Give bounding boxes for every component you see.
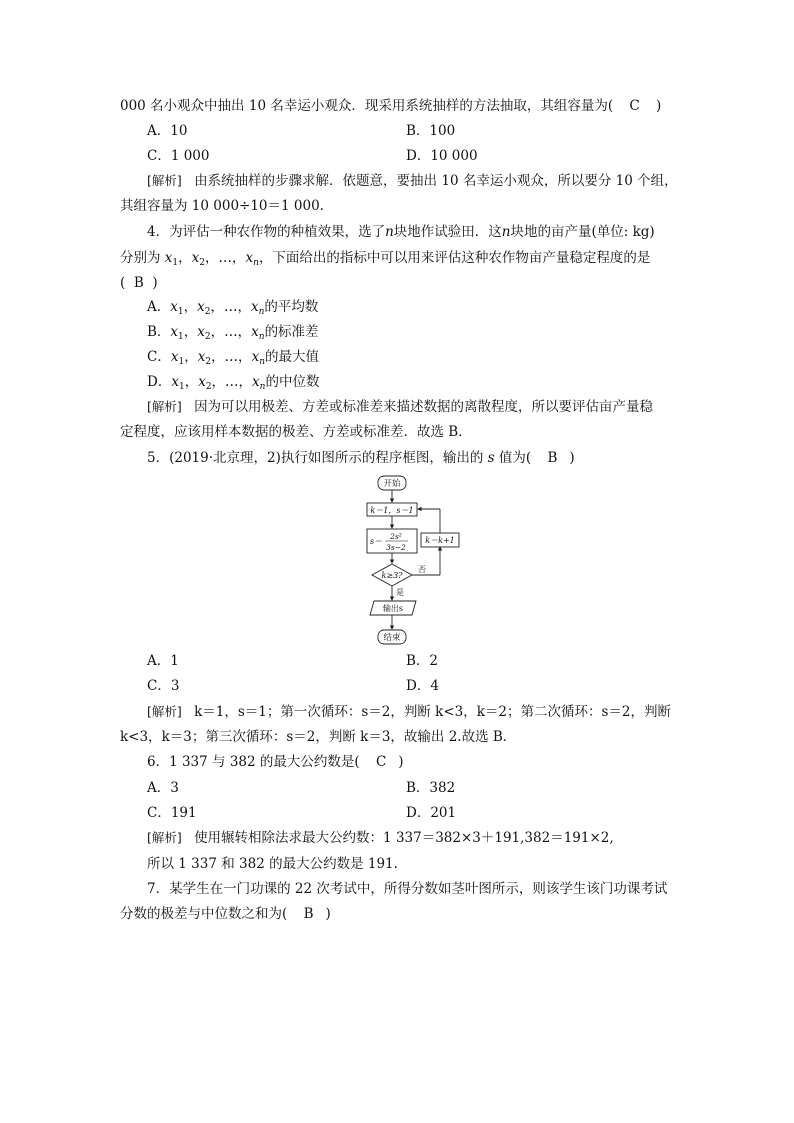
flow-yes-label: 是 xyxy=(396,588,404,597)
q3-option-b: B．100 xyxy=(406,123,456,139)
q3-option-c: C．1 000 xyxy=(147,148,210,164)
solution-tag: [解析] xyxy=(147,399,182,414)
q4-option-d: D．$x_1$，$x_2$，…，$x_n$的中位数 xyxy=(147,374,320,392)
q6-option-b: B．382 xyxy=(406,780,456,796)
q3-stem: 000 名小观众中抽出 10 名幸运小观众．现采用系统抽样的方法抽取，其组容量为( C ) xyxy=(120,98,662,114)
flowchart xyxy=(360,474,460,646)
solution-tag: [解析] xyxy=(147,704,182,719)
q3-answer: C xyxy=(629,98,640,114)
q5-solution-line2: k<3，k＝3；第三次循环：s＝2，判断 k＝3，故输出 2.故选 B． xyxy=(120,729,517,745)
q4-stem-line1: 4．为评估一种农作物的种植效果，选了n块地作试验田．这n块地的亩产量(单位: kg) xyxy=(147,224,655,240)
q7-stem-line2: 分数的极差与中位数之和为( B ) xyxy=(120,906,331,922)
q3-solution-line2: 其组容量为 10 000÷10＝1 000. xyxy=(120,198,324,214)
q4-solution-line2: 定程度，应该用样本数据的极差、方差或标准差．故选 B． xyxy=(120,424,472,440)
q4-stem-line2: 分别为 $x_1$，$x_2$，…，$x_n$，下面给出的指标中可以用来评估这种农作物亩产量稳定程度的是 xyxy=(120,250,651,268)
q6-solution-line2: 所以 1 337 和 382 的最大公约数是 191. xyxy=(147,856,398,872)
q7-stem-line1: 7．某学生在一门功课的 22 次考试中，所得分数如茎叶图所示，则该学生该门功课考试 xyxy=(147,881,668,897)
q6-stem: 6．1 337 与 382 的最大公约数是( C ) xyxy=(147,754,404,770)
q3-option-d: D．10 000 xyxy=(406,148,478,164)
flow-no-label: 否 xyxy=(418,565,426,574)
q5-solution-line1: [解析] k＝1，s＝1；第一次循环：s＝2，判断 k<3，k＝2；第二次循环：s＝2，判断 xyxy=(147,704,672,720)
flow-init-label: k＝1，s＝1 xyxy=(370,506,414,515)
q4-option-c: C．$x_1$，$x_2$，…，$x_n$的最大值 xyxy=(147,349,319,367)
q5-option-a: A．1 xyxy=(147,653,179,669)
flow-assign-numerator: 2s² xyxy=(390,532,402,541)
q6-option-d: D．201 xyxy=(406,805,457,821)
flow-start-label: 开始 xyxy=(383,479,401,489)
q6-option-a: A．3 xyxy=(147,780,179,796)
q5-option-b: B．2 xyxy=(406,653,439,669)
q5-stem: 5．(2019·北京理，2)执行如图所示的程序框图，输出的 s 值为( B ) xyxy=(147,450,575,466)
q5-option-c: C．3 xyxy=(147,678,180,694)
q4-option-a: A．$x_1$，$x_2$，…，$x_n$的平均数 xyxy=(147,299,319,317)
flow-condition-label: k≥3? xyxy=(381,571,403,580)
q4-solution-line1: [解析] 因为可以用极差、方差或标准差来描述数据的离散程度，所以要评估亩产量稳 xyxy=(147,399,654,415)
flow-increment-label: k＝k+1 xyxy=(425,536,455,545)
q4-answer-line: ( B ) xyxy=(120,275,158,291)
solution-tag: [解析] xyxy=(147,830,182,845)
q4-option-b: B．$x_1$，$x_2$，…，$x_n$的标准差 xyxy=(147,324,319,342)
flow-output-label: 输出s xyxy=(382,604,404,613)
q3-solution-line1: [解析] 由系统抽样的步骤求解．依题意，要抽出 10 名幸运小观众，所以要分 10 个组， xyxy=(147,173,678,189)
q4-answer: B xyxy=(133,275,144,291)
q7-answer: B xyxy=(303,906,314,922)
q6-answer: C xyxy=(375,754,387,770)
q5-answer: B xyxy=(547,450,558,466)
flow-end-label: 结束 xyxy=(383,633,401,643)
q5-option-d: D．4 xyxy=(406,678,439,694)
flow-assign-lhs: s＝ xyxy=(370,537,383,546)
q6-option-c: C．191 xyxy=(147,805,197,821)
solution-tag: [解析] xyxy=(147,173,182,188)
flow-assign-denominator: 3s−2 xyxy=(386,543,406,552)
q6-solution-line1: [解析] 使用辗转相除法求最大公约数：1 337＝382×3＋191,382＝191×2, xyxy=(147,830,614,846)
q3-option-a: A．10 xyxy=(147,123,188,139)
